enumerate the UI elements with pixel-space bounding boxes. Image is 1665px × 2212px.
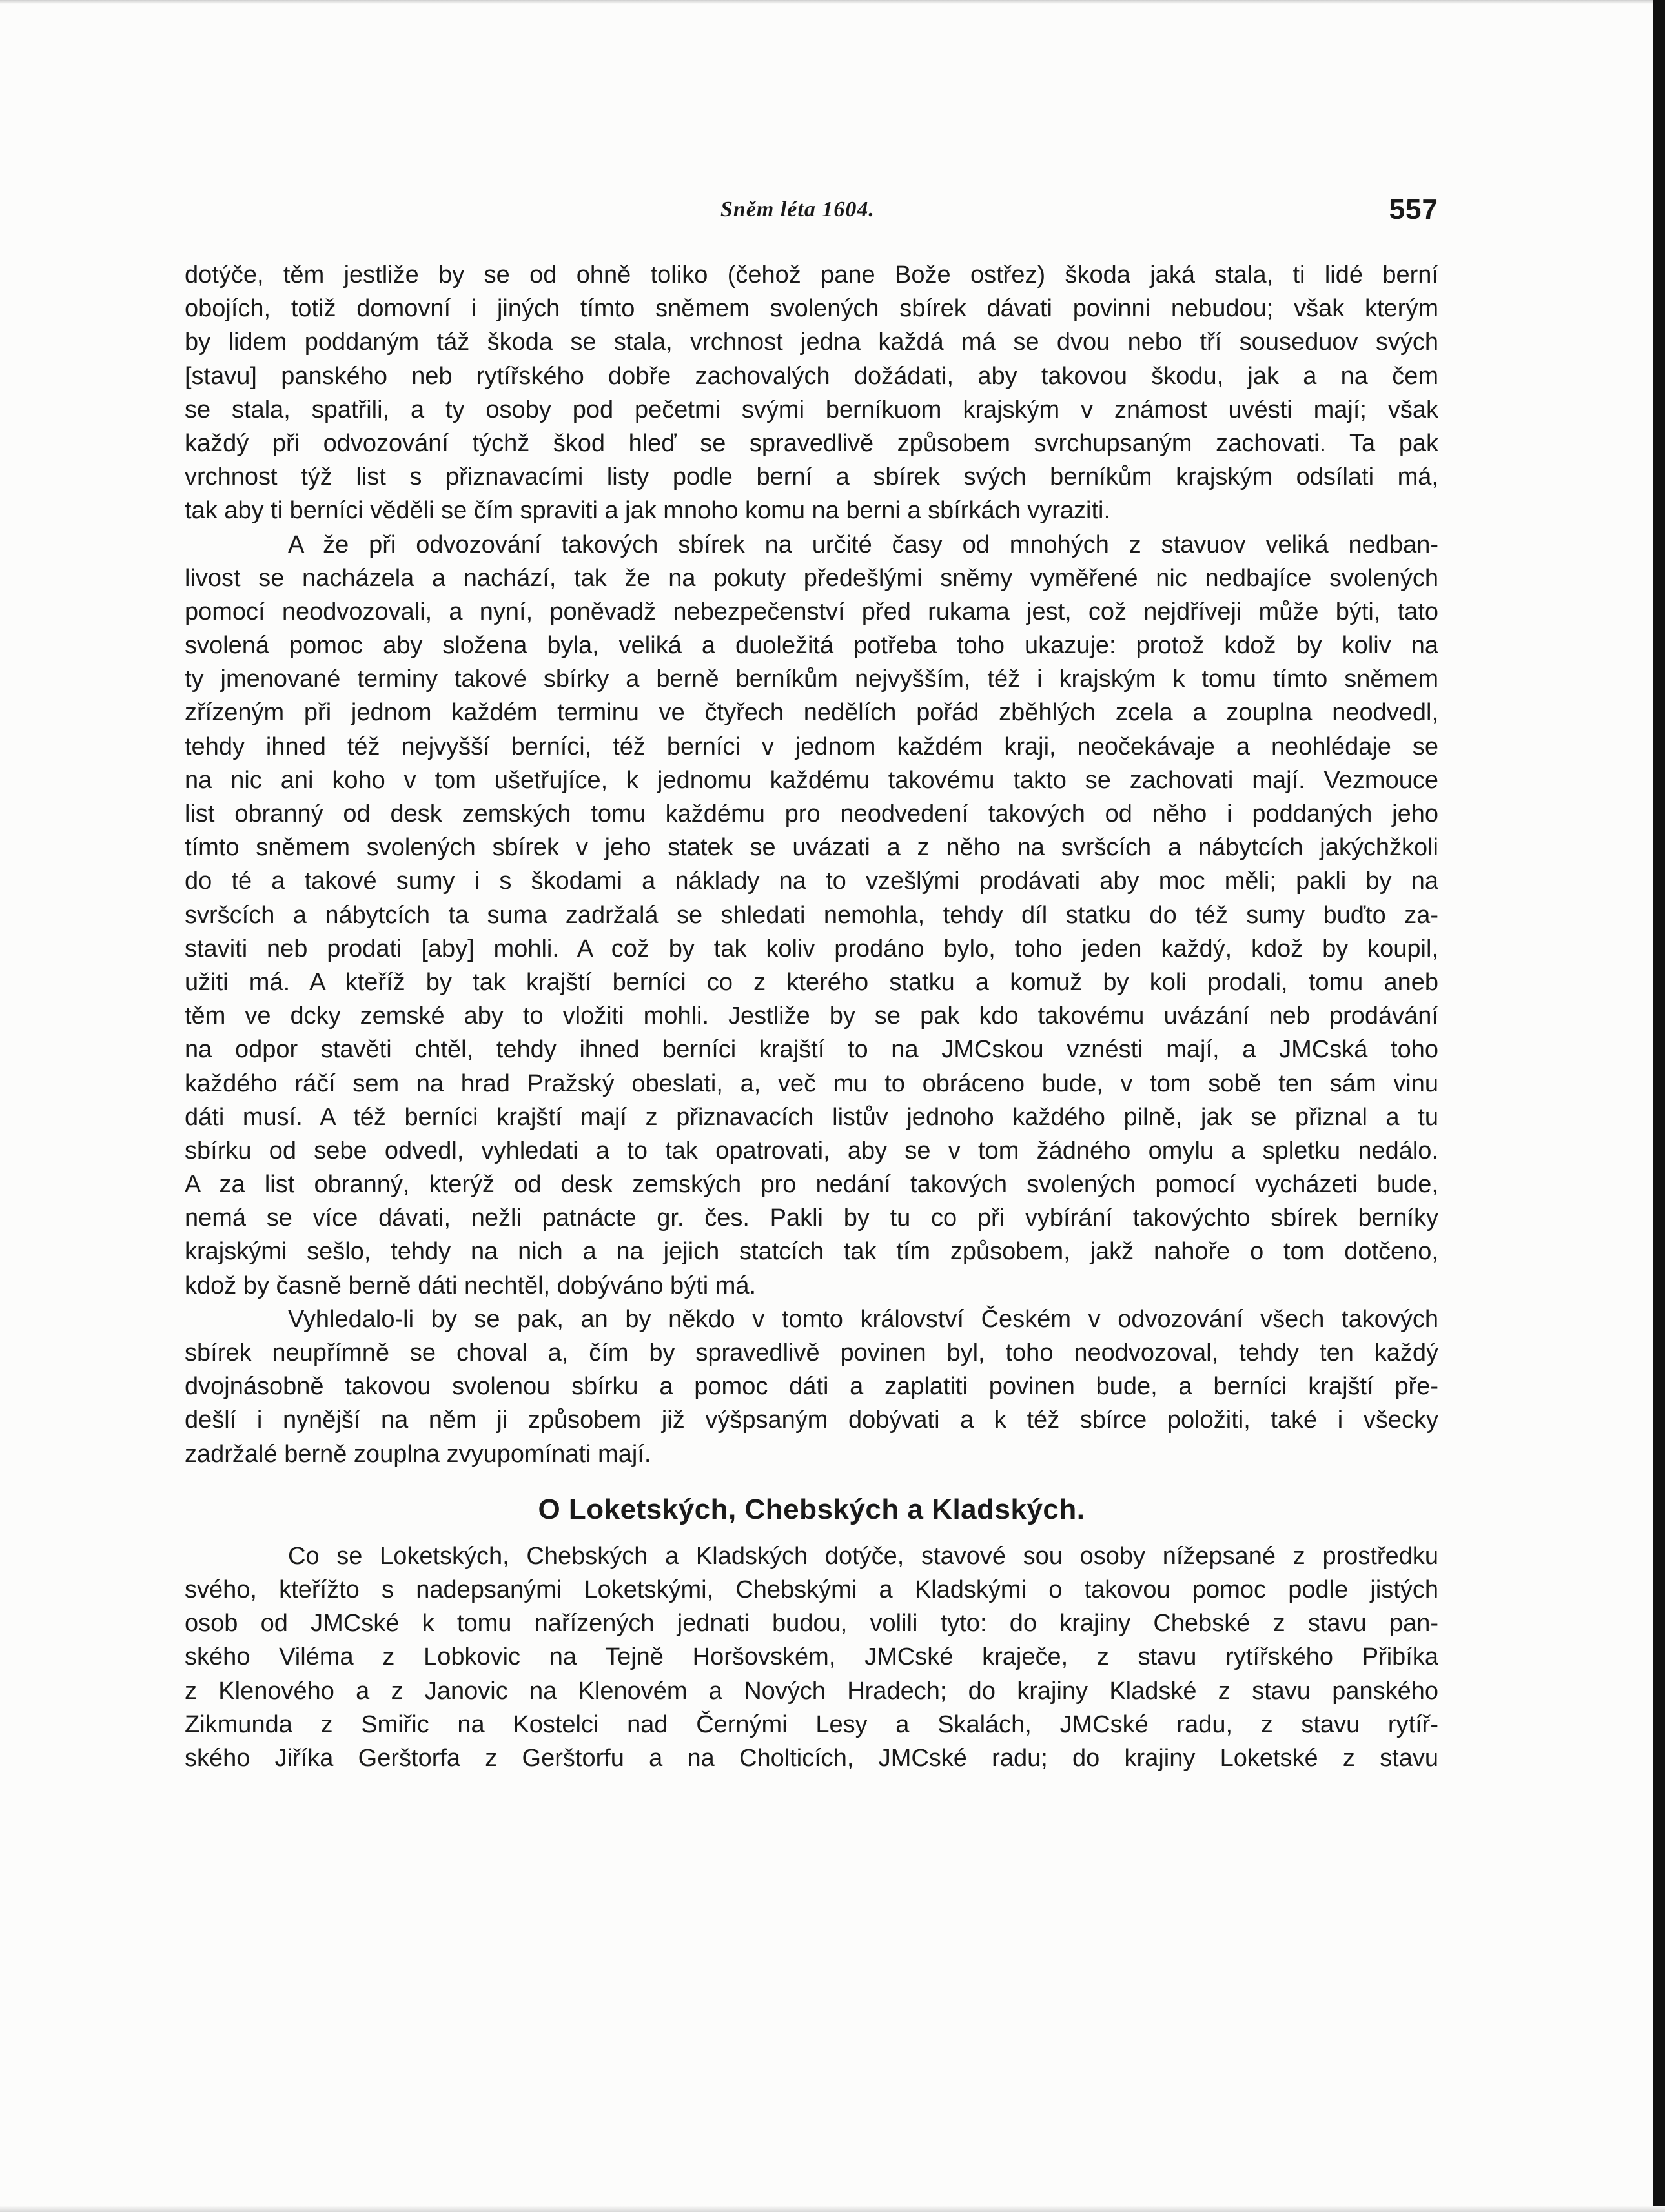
text-line: list obranný od desk zemských tomu každému pro neodvedení takových od něho i poddaných jeho [185, 800, 1438, 827]
text-line: tehdy ihned též nejvyšší berníci, též berníci v jednom každém kraji, neočekávaje a neohlédaje se [185, 733, 1438, 760]
text-line: na odpor stavěti chtěl, tehdy ihned berníci krajští to na JMCskou vznésti mají, a JMCská toho [185, 1036, 1438, 1064]
text-line: zřízeným při jednom každém terminu ve čtyřech nedělích pořád zběhlých zcela a zouplna neodvedl, [185, 699, 1438, 727]
text-line: Zikmunda z Smiřic na Kostelci nad Černými Lesy a Skalách, JMCské radu, z stavu rytíř- [185, 1710, 1438, 1738]
page-header [185, 194, 1438, 232]
text-line: kdož by časně berně dáti nechtěl, dobýváno býti má. [185, 1272, 757, 1299]
running-head: Sněm léta 1604. [720, 198, 875, 221]
section-heading: O Loketských, Chebských a Kladských. [538, 1493, 1085, 1525]
text-line: svršcích a nábytcích ta suma zadržalá se shledati nemohla, tehdy díl statku do též sumy buďto za- [185, 901, 1438, 929]
text-line: tak aby ti berníci věděli se čím spraviti a jak mnoho komu na berni a sbírkách vyraziti. [185, 497, 1111, 525]
text-line: A za list obranný, kterýž od desk zemských pro nedání takových svolených pomocí vycházeti bude, [185, 1171, 1438, 1199]
text-line: Co se Loketských, Chebských a Kladských dotýče, stavové sou osoby nížepsané z prostředku [288, 1542, 1438, 1570]
scan-edge-top [0, 0, 1665, 4]
text-line: svého, kteřížto s nadepsanými Loketskými, Chebskými a Kladskými o takovou pomoc podle jistých [185, 1576, 1438, 1603]
text-line: zadržalé berně zouplna zvyupomínati mají. [185, 1440, 651, 1468]
text-line: livost se nacházela a nachází, tak že na pokuty předešlými sněmy vyměřené nic nedbajíce svolených [185, 564, 1438, 592]
text-line: A že při odvozování takových sbírek na určité časy od mnohých z stavuov veliká nedban- [288, 531, 1438, 558]
page-number: 557 [1389, 194, 1438, 225]
text-line: každý při odvozování týchž škod hleď se spravedlivě způsobem svrchupsaným zachovati. Ta pak [185, 429, 1438, 457]
paragraph-2 [185, 528, 1438, 1303]
text-line: na nic ani koho v tom ušetřujíce, k jednomu každému takovému takto se zachovati mají. Vezmouce [185, 766, 1438, 794]
text-line: vrchnost týž list s přiznavacími listy podle berní a sbírek svých berníkům krajským odsílati má, [185, 463, 1438, 491]
text-line: sbírek neupřímně se choval a, čím by spravedlivě povinen byl, toho neodvozoval, tehdy ten každý [185, 1339, 1438, 1366]
text-line: dotýče, těm jestliže by se od ohně toliko (čehož pane Bože ostřez) škoda jaká stala, ti lidé berní [185, 261, 1438, 289]
body-text [185, 258, 1438, 1775]
section-paragraph [185, 1539, 1438, 1775]
text-line: krajskými sešlo, tehdy na nich a na jejich statcích tak tím způsobem, jakž nahoře o tom dotčeno, [185, 1238, 1438, 1266]
text-line: užiti má. A kteříž by tak krajští berníci co z kterého statku a komuž by koli prodali, tomu aneb [185, 968, 1438, 996]
text-line: se stala, spatřili, a ty osoby pod pečetmi svými berníkuom krajským v známost uvésti mají; však [185, 396, 1438, 423]
text-line: Vyhledalo-li by se pak, an by někdo v tomto království Českém v odvozování všech takových [288, 1305, 1438, 1333]
text-line: by lidem poddaným táž škoda se stala, vrchnost jedna každá má se dvou nebo tří souseduov svých [185, 329, 1438, 356]
text-line: každého ráčí sem na hrad Pražský obeslati, a, več mu to obráceno bude, v tom sobě ten sám vinu [185, 1070, 1438, 1097]
text-line: dvojnásobně takovou svolenou sbírku a pomoc dáti a zaplatiti povinen bude, a berníci krajští pře- [185, 1373, 1438, 1401]
text-line: sbírku od sebe odvedl, vyhledati a to tak opatrovati, aby se v tom žádného omylu a spletku nedálo. [185, 1137, 1438, 1164]
text-line: dešlí i nynější na něm ji způsobem již výšpsaným dobývati a k též sbírce položiti, také i všecky [185, 1406, 1438, 1434]
text-line: těm ve dcky zemské aby to vložiti mohli. Jestliže by se pak kdo takovému uvázání neb prodávání [185, 1002, 1438, 1030]
text-line: do té a takové sumy i s škodami a náklady na to vzešlými prodávati aby moc měli; pakli by na [185, 868, 1438, 895]
text-line: obojích, totiž domovní i jiných tímto sněmem svolených sbírek dávati povinni nebudou; však kterým [185, 295, 1438, 323]
text-line: ského Viléma z Lobkovic na Tejně Horšovském, JMCské kraječe, z stavu rytířského Přibíka [185, 1643, 1438, 1671]
text-line: ty jmenované terminy takové sbírky a berně berníkům nejvyšším, též i krajským k tomu tímto sněmem [185, 665, 1438, 693]
text-line: tímto sněmem svolených sbírek v jeho statek se uvázati a z něho na svršcích a nábytcích jakýchžkoli [185, 834, 1438, 862]
scan-edge-right [1653, 0, 1665, 2212]
text-line: pomocí neodvozovali, a nyní, poněvadž nebezpečenství před rukama jest, což nejdříveji může býti, tato [185, 598, 1438, 625]
text-line: [stavu] panského neb rytířského dobře zachovalých dožádati, aby takovou škodu, jak a na čem [185, 362, 1438, 390]
text-line: osob od JMCské k tomu nařízených jednati budou, volili tyto: do krajiny Chebské z stavu pan- [185, 1610, 1438, 1638]
text-line: ského Jiříka Gerštorfa z Gerštorfu a na Cholticích, JMCské radu; do krajiny Loketské z stavu [185, 1744, 1438, 1772]
text-line: z Klenového a z Janovic na Klenovém a Nových Hradech; do krajiny Kladské z stavu panského [185, 1677, 1438, 1705]
text-line: dáti musí. A též berníci krajští mají z přiznavacích listův jednoho každého pilně, jak se přiznal a tu [185, 1103, 1438, 1131]
text-line: svolená pomoc aby složena byla, veliká a duoležitá potřeba toho ukazuje: protož kdož by koliv na [185, 632, 1438, 660]
text-line: nemá se více dávati, nežli patnácte gr. čes. Pakli by tu co při vybírání takovýchto sbírek berníky [185, 1204, 1438, 1232]
paragraph-1 [185, 258, 1438, 528]
text-line: staviti neb prodati [aby] mohli. A což by tak koliv prodáno bylo, toho jeden každý, kdož by koupil, [185, 935, 1438, 962]
scan-edge-bottom [0, 2206, 1665, 2212]
paragraph-3 [185, 1303, 1438, 1471]
